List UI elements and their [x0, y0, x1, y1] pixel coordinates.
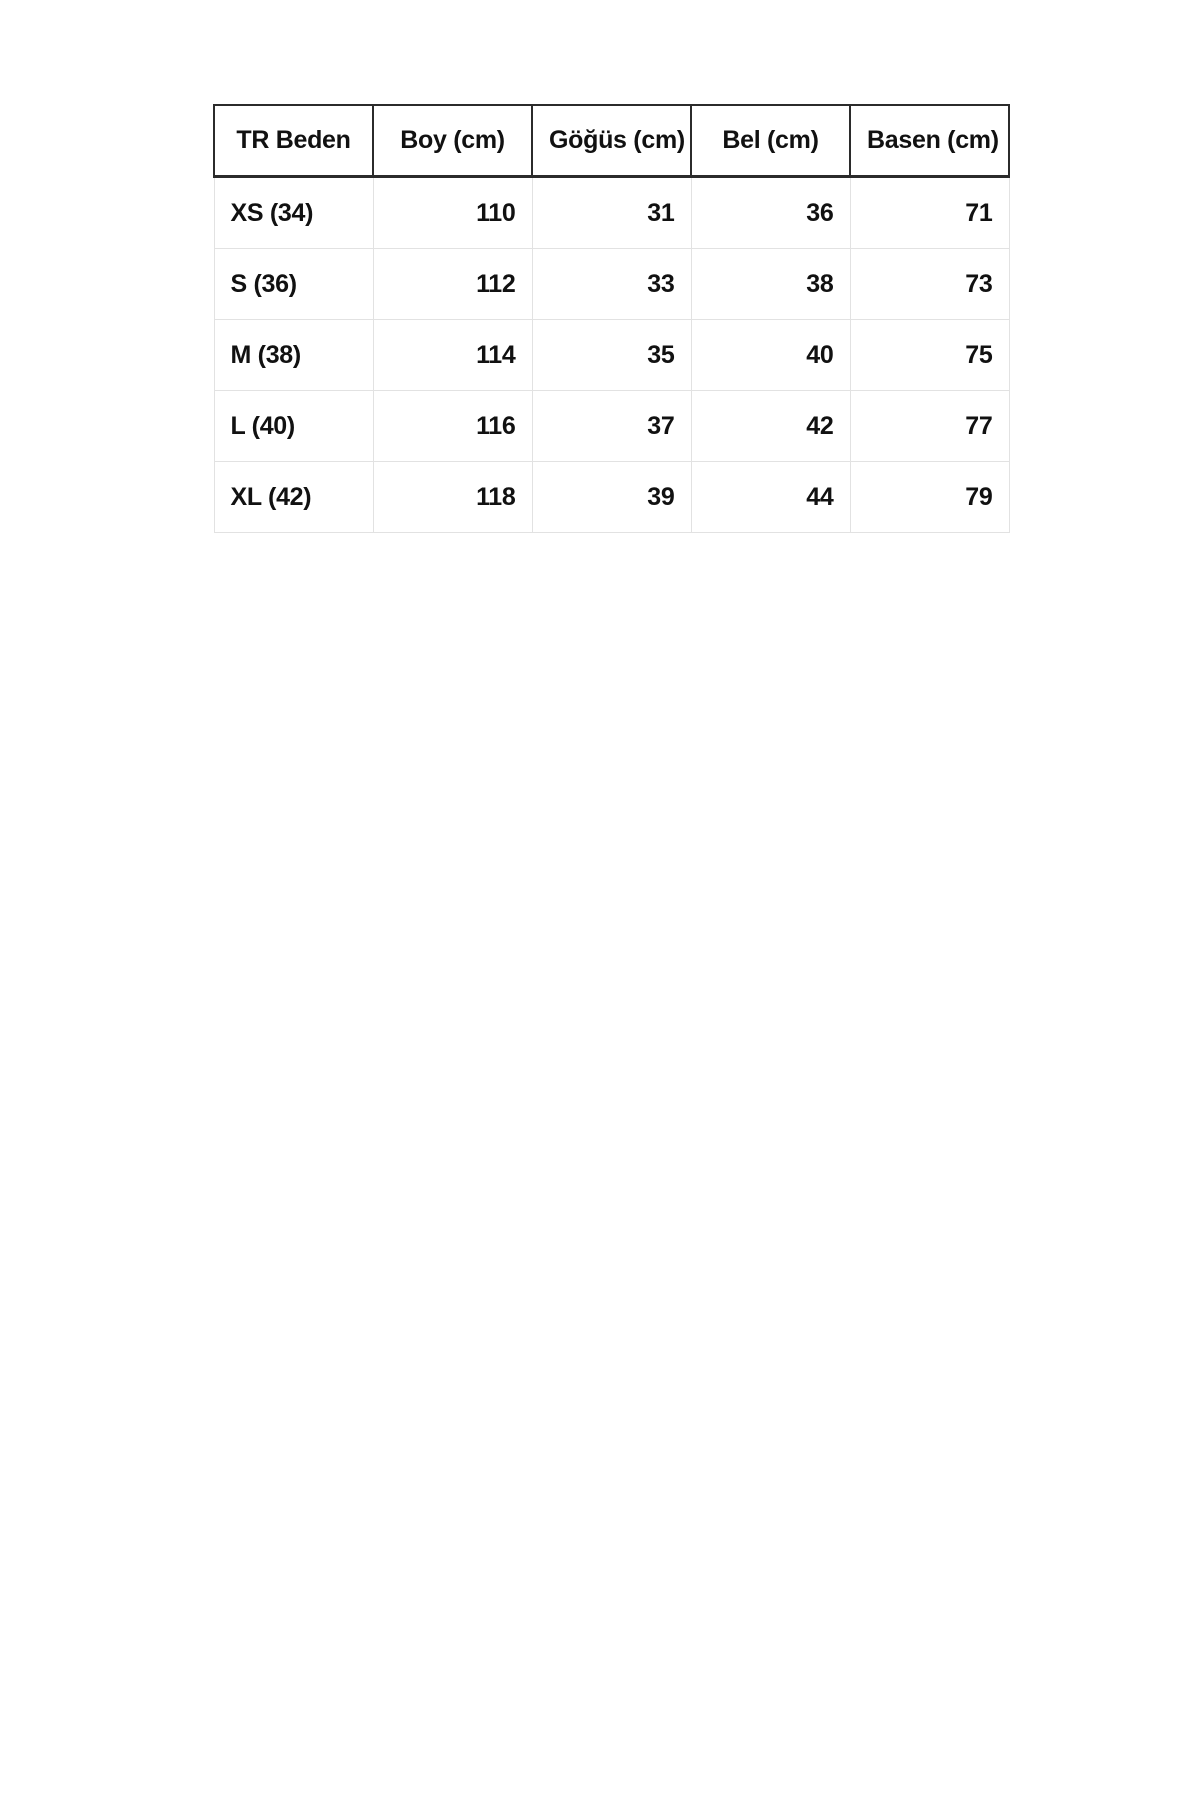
bel-cell: 36	[691, 177, 850, 249]
table-row	[214, 320, 1009, 391]
gogus-cell: 31	[532, 177, 691, 249]
header-boy: Boy (cm)	[373, 105, 532, 177]
basen-cell: 79	[850, 462, 1009, 533]
basen-cell: 73	[850, 249, 1009, 320]
table-header-row	[214, 105, 1009, 177]
bel-cell: 42	[691, 391, 850, 462]
header-tr-beden: TR Beden	[214, 105, 373, 177]
size-label-cell: L (40)	[214, 391, 373, 462]
basen-cell: 75	[850, 320, 1009, 391]
size-label-cell: S (36)	[214, 249, 373, 320]
gogus-cell: 37	[532, 391, 691, 462]
table-row	[214, 391, 1009, 462]
boy-cell: 118	[373, 462, 532, 533]
bel-cell: 40	[691, 320, 850, 391]
boy-cell: 110	[373, 177, 532, 249]
boy-cell: 114	[373, 320, 532, 391]
table-row	[214, 462, 1009, 533]
header-bel: Bel (cm)	[691, 105, 850, 177]
size-label-cell: XS (34)	[214, 177, 373, 249]
table-row	[214, 177, 1009, 249]
gogus-cell: 33	[532, 249, 691, 320]
header-basen: Basen (cm)	[850, 105, 1009, 177]
basen-cell: 77	[850, 391, 1009, 462]
table-row	[214, 249, 1009, 320]
bel-cell: 44	[691, 462, 850, 533]
header-gogus: Göğüs (cm)	[532, 105, 691, 177]
boy-cell: 116	[373, 391, 532, 462]
size-label-cell: M (38)	[214, 320, 373, 391]
gogus-cell: 35	[532, 320, 691, 391]
gogus-cell: 39	[532, 462, 691, 533]
basen-cell: 71	[850, 177, 1009, 249]
size-label-cell: XL (42)	[214, 462, 373, 533]
boy-cell: 112	[373, 249, 532, 320]
size-chart-table	[213, 104, 1010, 533]
bel-cell: 38	[691, 249, 850, 320]
